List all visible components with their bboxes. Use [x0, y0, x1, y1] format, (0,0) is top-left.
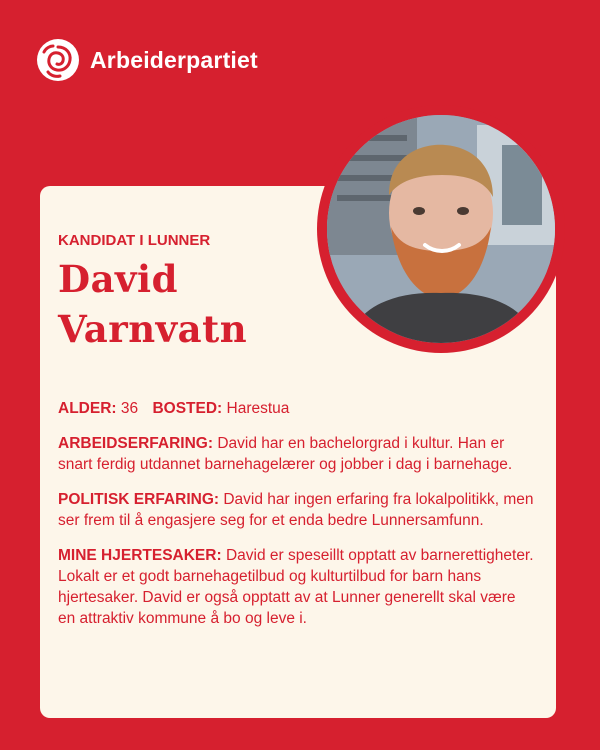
heart-causes [58, 545, 536, 629]
age-home-row [58, 398, 536, 419]
candidate-portrait [327, 115, 555, 343]
candidate-facts [58, 398, 536, 643]
work-label: ARBEIDSERFARING: [58, 435, 214, 452]
brand-name: Arbeiderpartiet [90, 46, 258, 73]
candidate-kicker: KANDIDAT I LUNNER [58, 232, 211, 249]
age-value: 36 [120, 400, 139, 417]
portrait-illustration [327, 115, 555, 343]
candidate-last-name: Varnvatn [58, 307, 248, 351]
causes-text: David er speseillt opptatt av barnerettigheter. Lokalt er et godt barnehagetilbud og kulturtilbud for barn hans hjertesaker. David er også opptatt av at Lunner generellt skal være en attraktiv kommune å bo og leve i. [58, 547, 534, 627]
candidate-name [58, 254, 247, 354]
work-text: David har en bachelorgrad i kultur. Han er snart ferdig utdannet barnehagelærer og jobber i dag i barnehage. [58, 435, 513, 473]
candidate-photo-frame [317, 105, 565, 353]
causes-label: MINE HJERTESAKER: [58, 547, 222, 564]
home-label: BOSTED: [152, 400, 223, 417]
age-label: ALDER: [58, 400, 117, 417]
brand-logo [36, 38, 258, 82]
political-experience [58, 489, 536, 531]
work-experience [58, 433, 536, 475]
candidate-first-name: David [58, 257, 178, 301]
rose-logo-icon [36, 38, 80, 82]
politics-label: POLITISK ERFARING: [58, 491, 220, 508]
politics-text: David har ingen erfaring fra lokalpolitikk, men ser frem til å engasjere seg for et enda bedre Lunnersamfunn. [58, 491, 534, 529]
home-value: Harestua [226, 400, 290, 417]
